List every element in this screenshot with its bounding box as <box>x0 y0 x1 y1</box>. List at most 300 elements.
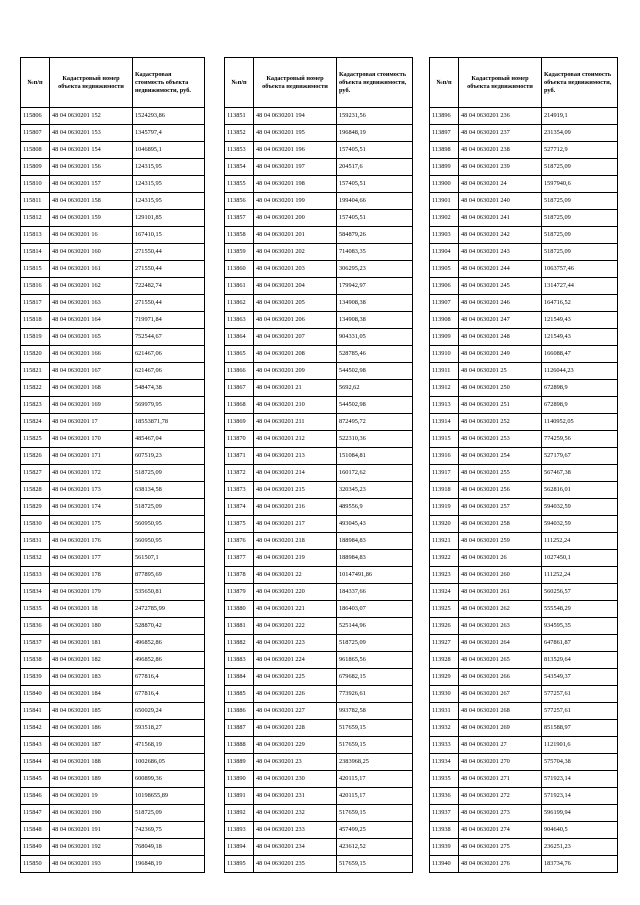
table-row <box>430 703 618 720</box>
cell-cadastral-number: 48 04 0630201 218 <box>254 533 337 550</box>
cell-num: 113871 <box>225 448 254 465</box>
cell-cadastral-value: 166088,47 <box>542 346 618 363</box>
cell-num: 113885 <box>225 686 254 703</box>
table-row <box>430 108 618 125</box>
cell-cadastral-value: 594032,59 <box>542 516 618 533</box>
table-row <box>225 414 413 431</box>
table-row <box>225 227 413 244</box>
cell-cadastral-value: 677816,4 <box>133 686 205 703</box>
cell-cadastral-number: 48 04 0630201 204 <box>254 278 337 295</box>
cell-cadastral-value: 672898,9 <box>542 397 618 414</box>
table-row <box>21 652 205 669</box>
cell-cadastral-value: 179942,97 <box>337 278 413 295</box>
table-row <box>21 125 205 142</box>
cell-cadastral-value: 677816,4 <box>133 669 205 686</box>
table-row <box>225 278 413 295</box>
cell-num: 113872 <box>225 465 254 482</box>
cell-num: 115810 <box>21 176 50 193</box>
table-row <box>225 822 413 839</box>
cell-num: 113932 <box>430 720 459 737</box>
cell-cadastral-value: 306295,23 <box>337 261 413 278</box>
table-row <box>430 414 618 431</box>
cell-cadastral-number: 48 04 0630201 191 <box>50 822 133 839</box>
table-row <box>225 839 413 856</box>
cell-cadastral-number: 48 04 0630201 159 <box>50 210 133 227</box>
cell-num: 113873 <box>225 482 254 499</box>
cell-cadastral-value: 496852,86 <box>133 652 205 669</box>
cell-num: 113896 <box>430 108 459 125</box>
cell-cadastral-number: 48 04 0630201 262 <box>459 601 542 618</box>
cell-cadastral-number: 48 04 0630201 230 <box>254 771 337 788</box>
cell-cadastral-number: 48 04 0630201 27 <box>459 737 542 754</box>
cell-num: 113883 <box>225 652 254 669</box>
cell-num: 115816 <box>21 278 50 295</box>
cell-num: 115817 <box>21 295 50 312</box>
cell-cadastral-number: 48 04 0630201 169 <box>50 397 133 414</box>
cell-num: 113859 <box>225 244 254 261</box>
table-body <box>430 108 618 873</box>
cell-cadastral-value: 571923,14 <box>542 788 618 805</box>
cell-num: 113916 <box>430 448 459 465</box>
cell-num: 115818 <box>21 312 50 329</box>
cell-cadastral-value: 600899,36 <box>133 771 205 788</box>
table-row <box>225 125 413 142</box>
cell-cadastral-number: 48 04 0630201 231 <box>254 788 337 805</box>
cell-num: 113906 <box>430 278 459 295</box>
table-row <box>225 788 413 805</box>
cell-cadastral-number: 48 04 0630201 202 <box>254 244 337 261</box>
cell-cadastral-number: 48 04 0630201 201 <box>254 227 337 244</box>
cell-cadastral-number: 48 04 0630201 260 <box>459 567 542 584</box>
cell-cadastral-number: 48 04 0630201 224 <box>254 652 337 669</box>
table-row <box>21 550 205 567</box>
cell-cadastral-value: 2472785,99 <box>133 601 205 618</box>
table-row <box>21 210 205 227</box>
cell-cadastral-number: 48 04 0630201 210 <box>254 397 337 414</box>
cell-cadastral-value: 517659,15 <box>337 737 413 754</box>
cell-num: 115830 <box>21 516 50 533</box>
cell-cadastral-number: 48 04 0630201 198 <box>254 176 337 193</box>
table-row <box>225 601 413 618</box>
cell-num: 113905 <box>430 261 459 278</box>
cell-cadastral-number: 48 04 0630201 164 <box>50 312 133 329</box>
table-row <box>430 397 618 414</box>
cell-cadastral-number: 48 04 0630201 275 <box>459 839 542 856</box>
cell-num: 113854 <box>225 159 254 176</box>
table-row <box>21 635 205 652</box>
cell-num: 113935 <box>430 771 459 788</box>
cell-cadastral-number: 48 04 0630201 256 <box>459 482 542 499</box>
table-row <box>225 295 413 312</box>
cell-num: 113856 <box>225 193 254 210</box>
table-row <box>21 278 205 295</box>
table-row <box>430 601 618 618</box>
cell-cadastral-value: 535650,81 <box>133 584 205 601</box>
table-row <box>21 839 205 856</box>
cell-num: 113914 <box>430 414 459 431</box>
table-row <box>430 176 618 193</box>
cell-cadastral-value: 621467,06 <box>133 346 205 363</box>
cell-num: 113869 <box>225 414 254 431</box>
table-row <box>430 533 618 550</box>
cell-cadastral-number: 48 04 0630201 220 <box>254 584 337 601</box>
cell-num: 113940 <box>430 856 459 873</box>
cell-cadastral-value: 607519,23 <box>133 448 205 465</box>
cell-num: 113851 <box>225 108 254 125</box>
cell-cadastral-value: 471568,19 <box>133 737 205 754</box>
cell-cadastral-value: 548474,38 <box>133 380 205 397</box>
cell-num: 113900 <box>430 176 459 193</box>
cell-cadastral-value: 271550,44 <box>133 244 205 261</box>
cell-cadastral-number: 48 04 0630201 172 <box>50 465 133 482</box>
cell-cadastral-number: 48 04 0630201 214 <box>254 465 337 482</box>
cell-cadastral-number: 48 04 0630201 26 <box>459 550 542 567</box>
cell-cadastral-value: 167410,15 <box>133 227 205 244</box>
cell-cadastral-number: 48 04 0630201 267 <box>459 686 542 703</box>
table-row <box>430 686 618 703</box>
table-row <box>430 550 618 567</box>
table-row <box>225 431 413 448</box>
cell-cadastral-number: 48 04 0630201 163 <box>50 295 133 312</box>
cell-cadastral-value: 577257,61 <box>542 703 618 720</box>
cell-num: 113901 <box>430 193 459 210</box>
table-row <box>430 431 618 448</box>
cell-cadastral-value: 773926,61 <box>337 686 413 703</box>
cell-cadastral-number: 48 04 0630201 248 <box>459 329 542 346</box>
cell-cadastral-number: 48 04 0630201 153 <box>50 125 133 142</box>
table-row <box>430 669 618 686</box>
cell-num: 115815 <box>21 261 50 278</box>
cell-num: 113921 <box>430 533 459 550</box>
cell-num: 115808 <box>21 142 50 159</box>
table-row <box>430 839 618 856</box>
cell-cadastral-number: 48 04 0630201 274 <box>459 822 542 839</box>
cell-cadastral-value: 851588,97 <box>542 720 618 737</box>
cell-cadastral-value: 129101,85 <box>133 210 205 227</box>
table-row <box>225 108 413 125</box>
cell-cadastral-number: 48 04 0630201 162 <box>50 278 133 295</box>
cell-num: 115809 <box>21 159 50 176</box>
cell-num: 113857 <box>225 210 254 227</box>
cell-cadastral-value: 1126044,23 <box>542 363 618 380</box>
cell-cadastral-value: 124315,95 <box>133 176 205 193</box>
cell-cadastral-value: 527179,67 <box>542 448 618 465</box>
cell-cadastral-value: 164716,52 <box>542 295 618 312</box>
table-row <box>21 737 205 754</box>
cell-cadastral-number: 48 04 0630201 215 <box>254 482 337 499</box>
cell-cadastral-number: 48 04 0630201 182 <box>50 652 133 669</box>
cell-cadastral-number: 48 04 0630201 25 <box>459 363 542 380</box>
cell-cadastral-number: 48 04 0630201 242 <box>459 227 542 244</box>
cell-cadastral-value: 567467,38 <box>542 465 618 482</box>
table-row <box>21 176 205 193</box>
cell-cadastral-number: 48 04 0630201 268 <box>459 703 542 720</box>
cell-num: 115838 <box>21 652 50 669</box>
cell-cadastral-number: 48 04 0630201 184 <box>50 686 133 703</box>
table-body <box>225 108 413 873</box>
cell-cadastral-value: 121549,43 <box>542 312 618 329</box>
table-row <box>430 737 618 754</box>
table-row <box>225 584 413 601</box>
header-cadastral-number: Кадастровый номер объекта недвижимости <box>459 58 542 108</box>
cell-num: 115822 <box>21 380 50 397</box>
table-row <box>21 567 205 584</box>
cell-cadastral-value: 214919,1 <box>542 108 618 125</box>
cell-num: 115806 <box>21 108 50 125</box>
cell-cadastral-value: 774259,56 <box>542 431 618 448</box>
cell-num: 115811 <box>21 193 50 210</box>
cell-cadastral-value: 196848,19 <box>133 856 205 873</box>
cell-cadastral-number: 48 04 0630201 272 <box>459 788 542 805</box>
cell-cadastral-value: 562816,01 <box>542 482 618 499</box>
cell-cadastral-number: 48 04 0630201 239 <box>459 159 542 176</box>
table-row <box>225 856 413 873</box>
cell-cadastral-value: 543549,37 <box>542 669 618 686</box>
cell-cadastral-value: 571923,14 <box>542 771 618 788</box>
cell-num: 113893 <box>225 822 254 839</box>
table-row <box>430 754 618 771</box>
cell-cadastral-value: 961865,56 <box>337 652 413 669</box>
cell-num: 113902 <box>430 210 459 227</box>
cell-cadastral-number: 48 04 0630201 261 <box>459 584 542 601</box>
cell-num: 113918 <box>430 482 459 499</box>
cell-num: 115828 <box>21 482 50 499</box>
cell-num: 115839 <box>21 669 50 686</box>
cell-num: 113936 <box>430 788 459 805</box>
cell-num: 115812 <box>21 210 50 227</box>
cell-cadastral-value: 204517,6 <box>337 159 413 176</box>
cell-num: 113913 <box>430 397 459 414</box>
cell-cadastral-number: 48 04 0630201 19 <box>50 788 133 805</box>
cell-cadastral-value: 518725,09 <box>542 227 618 244</box>
table-row <box>430 142 618 159</box>
cell-num: 113865 <box>225 346 254 363</box>
table-row <box>225 363 413 380</box>
cell-cadastral-value: 423612,52 <box>337 839 413 856</box>
cell-cadastral-number: 48 04 0630201 190 <box>50 805 133 822</box>
table-row <box>225 193 413 210</box>
table-row <box>430 465 618 482</box>
cell-num: 113910 <box>430 346 459 363</box>
table-row <box>225 550 413 567</box>
cell-num: 113861 <box>225 278 254 295</box>
table-row <box>21 414 205 431</box>
cell-cadastral-value: 186403,07 <box>337 601 413 618</box>
cell-cadastral-number: 48 04 0630201 17 <box>50 414 133 431</box>
cell-cadastral-value: 184337,66 <box>337 584 413 601</box>
cell-cadastral-number: 48 04 0630201 187 <box>50 737 133 754</box>
cell-cadastral-number: 48 04 0630201 197 <box>254 159 337 176</box>
cell-cadastral-number: 48 04 0630201 255 <box>459 465 542 482</box>
cell-num: 115826 <box>21 448 50 465</box>
cell-cadastral-value: 489556,9 <box>337 499 413 516</box>
cell-cadastral-value: 742369,75 <box>133 822 205 839</box>
cell-cadastral-number: 48 04 0630201 181 <box>50 635 133 652</box>
cell-cadastral-value: 647861,87 <box>542 635 618 652</box>
cell-cadastral-value: 544502,98 <box>337 363 413 380</box>
table-row <box>225 499 413 516</box>
header-cadastral-number: Кадастровый номер объекта недвижимости <box>50 58 133 108</box>
table-row <box>430 788 618 805</box>
cell-cadastral-value: 124315,95 <box>133 159 205 176</box>
table-row <box>21 142 205 159</box>
cell-cadastral-value: 420115,17 <box>337 771 413 788</box>
cadastral-table-1 <box>20 57 205 873</box>
cell-num: 115825 <box>21 431 50 448</box>
table-row <box>225 771 413 788</box>
cell-cadastral-number: 48 04 0630201 196 <box>254 142 337 159</box>
cell-cadastral-number: 48 04 0630201 257 <box>459 499 542 516</box>
cell-num: 113855 <box>225 176 254 193</box>
cell-num: 115836 <box>21 618 50 635</box>
cell-num: 113898 <box>430 142 459 159</box>
cadastral-table-2 <box>224 57 413 873</box>
table-row <box>430 482 618 499</box>
cell-cadastral-value: 813529,64 <box>542 652 618 669</box>
cell-cadastral-number: 48 04 0630201 207 <box>254 329 337 346</box>
cell-cadastral-number: 48 04 0630201 211 <box>254 414 337 431</box>
cell-cadastral-number: 48 04 0630201 246 <box>459 295 542 312</box>
cell-cadastral-value: 1314727,44 <box>542 278 618 295</box>
cell-cadastral-number: 48 04 0630201 221 <box>254 601 337 618</box>
cell-cadastral-value: 560950,95 <box>133 516 205 533</box>
table-row <box>21 822 205 839</box>
cell-cadastral-value: 722482,74 <box>133 278 205 295</box>
cell-cadastral-value: 157405,51 <box>337 142 413 159</box>
cell-cadastral-value: 518725,09 <box>542 210 618 227</box>
cell-cadastral-value: 1524293,86 <box>133 108 205 125</box>
cell-cadastral-value: 522310,36 <box>337 431 413 448</box>
cell-cadastral-value: 420115,17 <box>337 788 413 805</box>
cell-cadastral-value: 111252,24 <box>542 567 618 584</box>
table-row <box>21 771 205 788</box>
table-row <box>430 635 618 652</box>
cell-cadastral-number: 48 04 0630201 156 <box>50 159 133 176</box>
cell-cadastral-number: 48 04 0630201 212 <box>254 431 337 448</box>
cell-num: 113915 <box>430 431 459 448</box>
cell-cadastral-number: 48 04 0630201 236 <box>459 108 542 125</box>
table-row <box>430 380 618 397</box>
cell-num: 113853 <box>225 142 254 159</box>
table-row <box>225 482 413 499</box>
cell-cadastral-number: 48 04 0630201 217 <box>254 516 337 533</box>
table-row <box>430 822 618 839</box>
table-row <box>21 431 205 448</box>
cell-cadastral-number: 48 04 0630201 250 <box>459 380 542 397</box>
cell-cadastral-number: 48 04 0630201 166 <box>50 346 133 363</box>
cell-num: 113927 <box>430 635 459 652</box>
cell-cadastral-number: 48 04 0630201 208 <box>254 346 337 363</box>
table-row <box>430 261 618 278</box>
table-row <box>21 618 205 635</box>
table-row <box>225 261 413 278</box>
cell-num: 113925 <box>430 601 459 618</box>
cell-cadastral-number: 48 04 0630201 228 <box>254 720 337 737</box>
cell-num: 113875 <box>225 516 254 533</box>
cell-num: 113934 <box>430 754 459 771</box>
cell-cadastral-number: 48 04 0630201 16 <box>50 227 133 244</box>
table-row <box>225 635 413 652</box>
cell-num: 113926 <box>430 618 459 635</box>
cell-num: 115841 <box>21 703 50 720</box>
cell-cadastral-value: 236251,23 <box>542 839 618 856</box>
cell-num: 113939 <box>430 839 459 856</box>
cell-cadastral-value: 584879,26 <box>337 227 413 244</box>
cell-cadastral-number: 48 04 0630201 171 <box>50 448 133 465</box>
cell-num: 115807 <box>21 125 50 142</box>
cell-cadastral-value: 134908,38 <box>337 295 413 312</box>
cell-num: 115819 <box>21 329 50 346</box>
table-row <box>225 652 413 669</box>
cell-cadastral-number: 48 04 0630201 183 <box>50 669 133 686</box>
cell-cadastral-number: 48 04 0630201 252 <box>459 414 542 431</box>
table-row <box>430 125 618 142</box>
table-row <box>225 754 413 771</box>
cell-cadastral-number: 48 04 0630201 175 <box>50 516 133 533</box>
table-row <box>430 210 618 227</box>
table-row <box>21 499 205 516</box>
cell-cadastral-number: 48 04 0630201 241 <box>459 210 542 227</box>
cell-num: 113889 <box>225 754 254 771</box>
cell-num: 113862 <box>225 295 254 312</box>
cell-cadastral-number: 48 04 0630201 247 <box>459 312 542 329</box>
cell-cadastral-value: 560256,57 <box>542 584 618 601</box>
cell-cadastral-value: 517659,15 <box>337 805 413 822</box>
table-row <box>225 380 413 397</box>
cell-cadastral-value: 518725,09 <box>133 805 205 822</box>
table-row <box>21 363 205 380</box>
cell-cadastral-number: 48 04 0630201 167 <box>50 363 133 380</box>
cell-num: 115820 <box>21 346 50 363</box>
cell-num: 115813 <box>21 227 50 244</box>
cell-cadastral-value: 934595,35 <box>542 618 618 635</box>
cell-cadastral-number: 48 04 0630201 240 <box>459 193 542 210</box>
cell-cadastral-number: 48 04 0630201 249 <box>459 346 542 363</box>
table-row <box>430 652 618 669</box>
cell-cadastral-value: 638134,58 <box>133 482 205 499</box>
cell-num: 113867 <box>225 380 254 397</box>
cadastral-table-3 <box>429 57 618 873</box>
cell-num: 115835 <box>21 601 50 618</box>
cell-cadastral-number: 48 04 0630201 18 <box>50 601 133 618</box>
cell-num: 113920 <box>430 516 459 533</box>
table-row <box>225 448 413 465</box>
table-row <box>21 193 205 210</box>
cell-cadastral-number: 48 04 0630201 154 <box>50 142 133 159</box>
table-row <box>225 329 413 346</box>
cell-cadastral-value: 196848,19 <box>337 125 413 142</box>
cell-cadastral-value: 1002686,05 <box>133 754 205 771</box>
cell-num: 113878 <box>225 567 254 584</box>
cell-cadastral-number: 48 04 0630201 264 <box>459 635 542 652</box>
cell-cadastral-value: 183734,76 <box>542 856 618 873</box>
table-row <box>430 227 618 244</box>
cell-num: 115849 <box>21 839 50 856</box>
cell-num: 115844 <box>21 754 50 771</box>
table-row <box>430 584 618 601</box>
table-row <box>430 278 618 295</box>
cell-cadastral-number: 48 04 0630201 161 <box>50 261 133 278</box>
table-row <box>21 465 205 482</box>
cell-num: 113866 <box>225 363 254 380</box>
table-row <box>225 312 413 329</box>
cell-num: 115846 <box>21 788 50 805</box>
cell-cadastral-number: 48 04 0630201 177 <box>50 550 133 567</box>
cell-num: 115834 <box>21 584 50 601</box>
cell-cadastral-number: 48 04 0630201 243 <box>459 244 542 261</box>
cell-num: 113903 <box>430 227 459 244</box>
cell-cadastral-value: 719971,84 <box>133 312 205 329</box>
